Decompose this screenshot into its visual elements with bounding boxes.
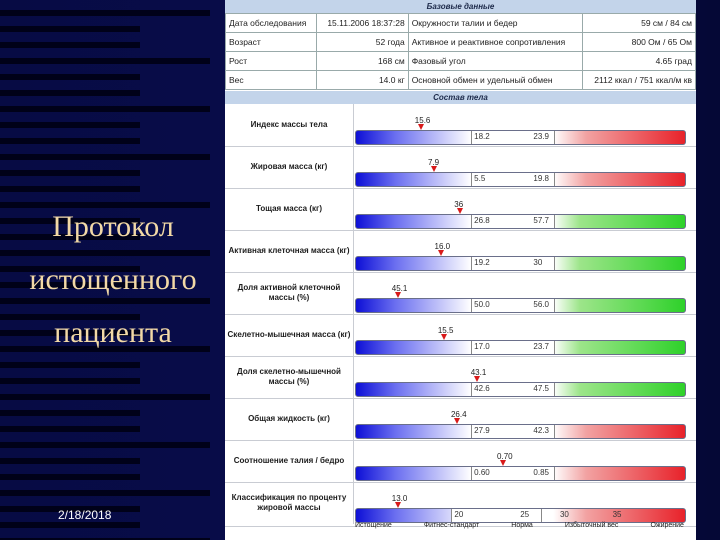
metric-value: 45.1 (391, 284, 408, 293)
range-extra: 35 (612, 510, 622, 519)
composition-header: Состав тела (225, 91, 696, 104)
base-cell: 59 см / 84 см (582, 14, 695, 33)
range-bar (355, 172, 686, 187)
stripe (0, 522, 140, 528)
stripe (0, 122, 140, 128)
base-cell: 14.0 кг (317, 71, 408, 90)
base-cell: Окружности талии и бедер (408, 14, 582, 33)
base-cell: Дата обследования (226, 14, 317, 33)
stripe (0, 170, 140, 176)
range-max: 0.85 (533, 468, 549, 477)
range-max: 30 (533, 258, 543, 267)
slide-title: Протокол истощенного пациента (29, 210, 197, 349)
range-extra: 30 (559, 510, 569, 519)
metric-label: Доля скелетно-мышечной массы (%) (225, 356, 354, 398)
stripe (0, 26, 140, 32)
stripe (0, 410, 140, 416)
report-panel (225, 0, 696, 540)
metric-row (225, 314, 696, 357)
range-min: 50.0 (474, 300, 490, 309)
base-cell: Возраст (226, 33, 317, 52)
base-cell: Фазовый угол (408, 52, 582, 71)
metric-label: Классификация по проценту жировой массы (225, 482, 354, 524)
metric-value: 16.0 (434, 242, 451, 251)
metric-label: Соотношение талия / бедро (225, 440, 354, 482)
metric-row (225, 482, 696, 527)
range-max: 19.8 (533, 174, 549, 183)
metric-label: Тощая масса (кг) (225, 188, 354, 230)
stripe (0, 138, 140, 144)
metric-value: 15.6 (414, 116, 431, 125)
range-max: 25 (520, 510, 530, 519)
metric-value: 26.4 (450, 410, 467, 419)
range-min: 18.2 (474, 132, 490, 141)
stripe (0, 490, 210, 496)
metric-row (225, 104, 696, 147)
range-min: 5.5 (474, 174, 486, 183)
base-cell: Активное и реактивное сопротивления (408, 33, 582, 52)
metric-label: Доля активной клеточной массы (%) (225, 272, 354, 314)
stripe (0, 42, 140, 48)
right-decoration (696, 0, 720, 540)
metric-value: 7.9 (427, 158, 440, 167)
base-cell: Вес (226, 71, 317, 90)
base-data-table (225, 13, 696, 90)
metric-row (225, 188, 696, 231)
base-data-header: Базовые данные (225, 0, 696, 13)
range-bar (355, 424, 686, 439)
base-cell: 15.11.2006 18:37:28 (317, 14, 408, 33)
metric-label: Общая жидкость (кг) (225, 398, 354, 440)
range-max: 23.7 (533, 342, 549, 351)
class-label: Ожирение (650, 522, 684, 529)
stripe (0, 186, 140, 192)
stripe (0, 362, 140, 368)
range-bar (355, 340, 686, 355)
base-row (226, 33, 696, 52)
range-min: 42.6 (474, 384, 490, 393)
range-bar (355, 382, 686, 397)
base-cell: Основной обмен и удельный обмен (408, 71, 582, 90)
metric-value: 15.5 (437, 326, 454, 335)
base-cell: 52 года (317, 33, 408, 52)
stripe (0, 378, 140, 384)
stripe (0, 442, 210, 448)
range-bar (355, 214, 686, 229)
stripe (0, 74, 140, 80)
stripe (0, 154, 210, 160)
range-min: 20 (454, 510, 464, 519)
metric-label: Активная клеточная масса (кг) (225, 230, 354, 272)
stripe (0, 394, 210, 400)
metric-value: 43.1 (470, 368, 487, 377)
base-cell: 4.65 град (582, 52, 695, 71)
metric-value: 13.0 (391, 494, 408, 503)
metric-row (225, 230, 696, 273)
class-label: Норма (511, 522, 533, 529)
metric-label: Скелетно-мышечная масса (кг) (225, 314, 354, 356)
stripe (0, 90, 140, 96)
base-cell: 168 см (317, 52, 408, 71)
base-cell: 800 Ом / 65 Ом (582, 33, 695, 52)
base-row (226, 71, 696, 90)
range-max: 47.5 (533, 384, 549, 393)
stripe (0, 426, 140, 432)
range-max: 57.7 (533, 216, 549, 225)
base-row (226, 14, 696, 33)
range-bar (355, 466, 686, 481)
range-bar (355, 508, 686, 523)
base-cell: 2112 ккал / 751 ккал/м кв (582, 71, 695, 90)
range-min: 19.2 (474, 258, 490, 267)
metric-row (225, 398, 696, 441)
range-bar (355, 256, 686, 271)
stripe (0, 10, 210, 16)
class-label: Истощение (355, 522, 392, 529)
class-label: Избыточный вес (564, 522, 619, 529)
class-legend (355, 522, 684, 529)
metric-label: Жировая масса (кг) (225, 146, 354, 188)
metric-label: Индекс массы тела (225, 104, 354, 146)
metric-row (225, 356, 696, 399)
stripe (0, 58, 210, 64)
stripe (0, 474, 140, 480)
range-bar (355, 130, 686, 145)
slide-date: 2/18/2018 (58, 508, 112, 522)
stripe (0, 458, 140, 464)
range-max: 42.3 (533, 426, 549, 435)
class-label: Фитнес-стандарт (423, 522, 480, 529)
range-min: 0.60 (474, 468, 490, 477)
range-min: 27.9 (474, 426, 490, 435)
metric-value: 36 (454, 200, 464, 209)
metric-value: 0.70 (497, 452, 513, 461)
metric-row (225, 146, 696, 189)
stripe (0, 106, 210, 112)
metric-row (225, 272, 696, 315)
base-row (226, 52, 696, 71)
range-bar (355, 298, 686, 313)
metric-row (225, 440, 696, 483)
range-min: 17.0 (474, 342, 490, 351)
range-max: 23.9 (533, 132, 549, 141)
range-min: 26.8 (474, 216, 490, 225)
range-max: 56.0 (533, 300, 549, 309)
base-cell: Рост (226, 52, 317, 71)
